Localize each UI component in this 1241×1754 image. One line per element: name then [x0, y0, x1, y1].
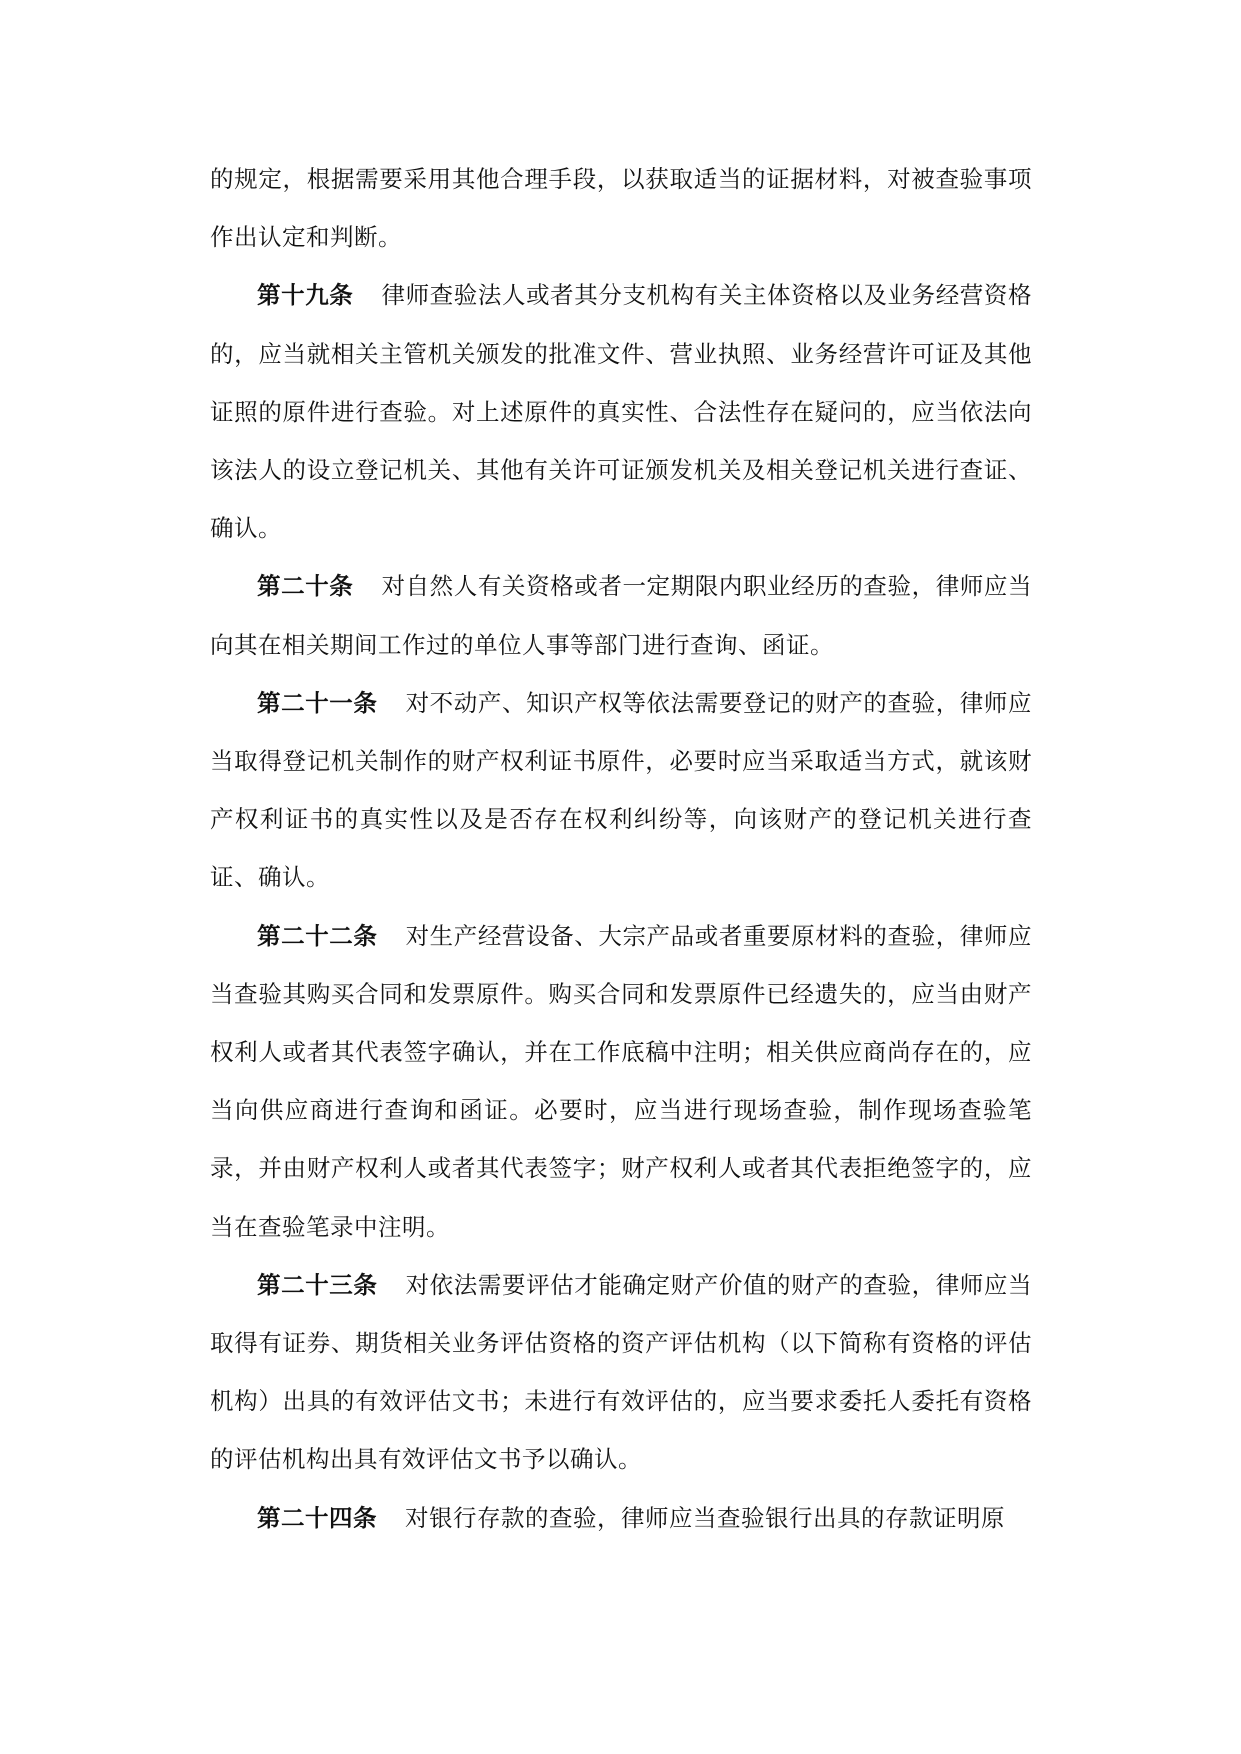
article-text: 对自然人有关资格或者一定期限内职业经历的查验，律师应当向其在相关期间工作过的单位人事等部门进行查询、函证。: [210, 572, 1033, 659]
article-paragraph: [210, 266, 1032, 557]
article-number: 第十九条: [257, 281, 354, 310]
article-text: 对银行存款的查验，律师应当查验银行出具的存款证明原: [405, 1503, 1005, 1532]
article-number: 第二十一条: [257, 688, 378, 717]
article-text: 律师查验法人或者其分支机构有关主体资格以及业务经营资格的，应当就相关主管机关颁发的批准文件、营业执照、业务经营许可证及其他证照的原件进行查验。对上述原件的真实性、合法性存在疑问的，应当依法向该法人的设立登记机关、其他有关许可证颁发机关及相关登记机关进行查证、确认。: [210, 281, 1033, 543]
article-number: 第二十条: [257, 572, 354, 601]
article-paragraph: [210, 674, 1032, 907]
article-text: 对依法需要评估才能确定财产价值的财产的查验，律师应当取得有证券、期货相关业务评估资格的资产评估机构（以下简称有资格的评估机构）出具的有效评估文书；未进行有效评估的，应当要求委托人委托有资格的评估机构出具有效评估文书予以确认。: [210, 1270, 1032, 1474]
article-number: 第二十三条: [257, 1270, 378, 1299]
article-number: 第二十四条: [257, 1503, 377, 1532]
article-paragraph: [210, 907, 1032, 1256]
article-paragraph: [210, 1256, 1032, 1489]
article-paragraph: [210, 1489, 1032, 1547]
article-paragraph: [210, 557, 1032, 673]
article-text: 对生产经营设备、大宗产品或者重要原材料的查验，律师应当查验其购买合同和发票原件。购买合同和发票原件已经遗失的，应当由财产权利人或者其代表签字确认，并在工作底稿中注明；相关供应商尚存在的，应当向供应商进行查询和函证。必要时，应当进行现场查验，制作现场查验笔录，并由财产权利人或者其代表签字；财产权利人或者其代表拒绝签字的，应当在查验笔录中注明。: [210, 921, 1032, 1241]
document-page: [210, 150, 1032, 1547]
continuation-paragraph: 的规定，根据需要采用其他合理手段，以获取适当的证据材料，对被查验事项作出认定和判断。: [210, 165, 1032, 252]
article-number: 第二十二条: [257, 921, 378, 950]
article-text: 对不动产、知识产权等依法需要登记的财产的查验，律师应当取得登记机关制作的财产权利证书原件，必要时应当采取适当方式，就该财产权利证书的真实性以及是否存在权利纠纷等，向该财产的登记机关进行查证、确认。: [210, 688, 1032, 892]
